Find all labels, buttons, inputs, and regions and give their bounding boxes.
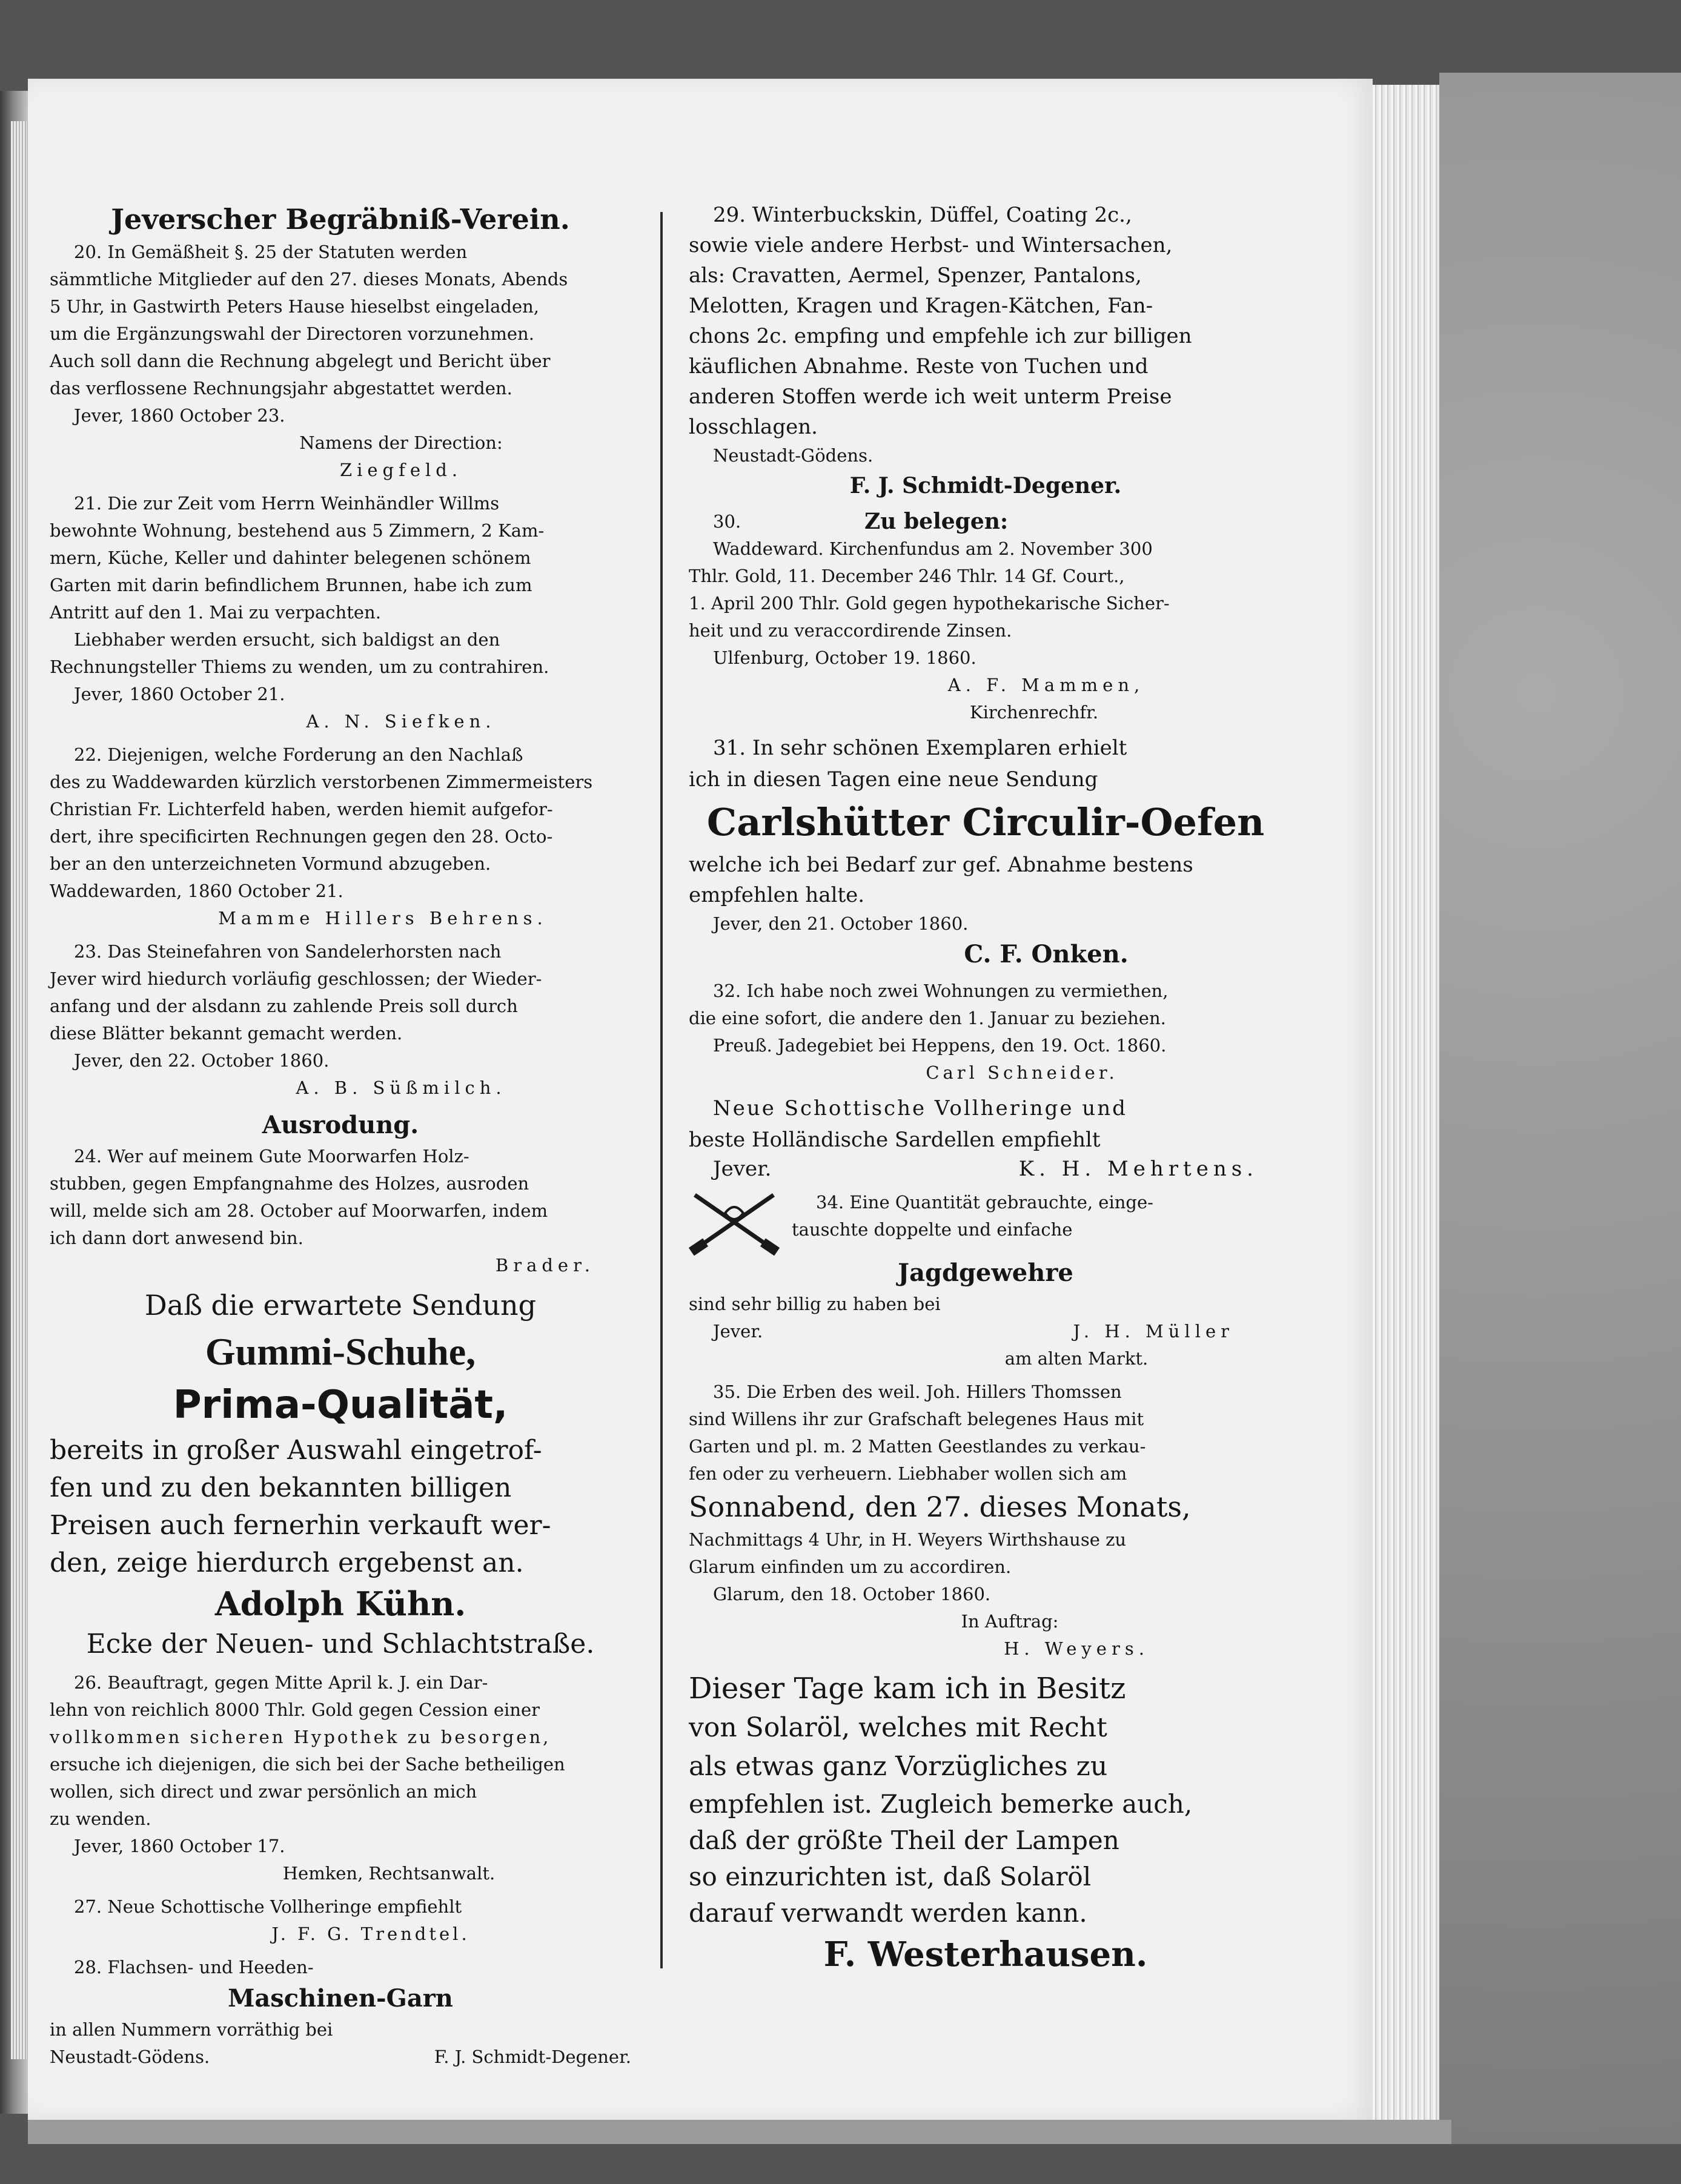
advert-solaroel: Dieser Tage kam ich in Besitz von Solaröl, welches mit Recht als etwas ganz Vorzügliches zu empfehlen ist. Zugleich bemerke auch, daß der größte Theil der Lampen so einzurichten ist, daß Solaröl darauf verwandt werden kann. F. Westerhausen. (689, 1672, 1193, 1974)
notice-29: 29. Winterbuckskin, Düffel, Coating 2c., sowie viele andere Herbst- und Wintersachen, als: Cravatten, Aermel, Spenzer, Pantalons, Melotten, Kragen und Kragen-Kätchen, Fan- chons 2c. empfing und empfehle ich zur billigen käuflichen Abnahme. Reste von Tuchen und anderen Stoffen werde ich weit unterm Preise losschlagen. Neustadt-Gödens. F. J. Schmidt-Degener. (689, 203, 1192, 498)
notice-24-heading: Ausrodung. (262, 1111, 419, 1139)
notice-20-heading: Jeverscher Begräbniß-Verein. (111, 203, 570, 236)
notice-28: 28. Flachsen- und Heeden- Maschinen-Garn in allen Nummern vorräthig bei Neustadt-Gödens. F. J. Schmidt-Degener. (50, 1957, 631, 2067)
notice-21: 21. Die zur Zeit vom Herrn Weinhändler Willms bewohnte Wohnung, bestehend aus 5 Zimmern, 2 Kam- mern, Küche, Keller und dahinter belegenen schönem Garten mit darin befindlichem Brunnen, habe ich zum Antritt auf den 1. Mai zu verpachten. Liebhaber werden ersucht, sich baldigst an den Rechnungsteller Thiems zu wenden, um zu contrahiren. Jever, 1860 October 21. A. N. Siefken. (50, 493, 549, 732)
left-page-edge (11, 121, 27, 2059)
notice-33: Neue Schottische Vollheringe und beste Holländische Sardellen empfiehlt Jever. K. H. Mehrtens. (689, 1096, 1258, 1181)
bottom-edge (28, 2120, 1451, 2144)
notice-31: 31. In sehr schönen Exemplaren erhielt ich in diesen Tagen eine neue Sendung Carlshütter Circulir-Oefen welche ich bei Bedarf zur gef. Abnahme bestens empfehlen halte. Jever, den 21. October 1860. C. F. Onken. (689, 736, 1265, 968)
column-rule (660, 212, 663, 1968)
right-column (689, 200, 1282, 1984)
notice-27: 27. Neue Schottische Vollheringe empfiehlt J. F. G. Trendtel. (74, 1896, 470, 1944)
advert-gummi-schuhe: Daß die erwartete Sendung Gummi-Schuhe, Prima-Qualität, bereits in großer Auswahl eingetrof- fen und zu den bekannten billigen Preisen auch fernerhin verkauft wer- den, zeige hierdurch ergebenst an. Adolph Kühn. Ecke der Neuen- und Schlachtstraße. (50, 1289, 595, 1660)
notice-35: 35. Die Erben des weil. Joh. Hillers Thomssen sind Willens ihr zur Grafschaft belegenes Haus mit Garten und pl. m. 2 Matten Geestlandes zu verkau- fen oder zu verheuern. Liebhaber wollen sich am Sonnabend, den 27. dieses Monats, Nachmittags 4 Uhr, in H. Weyers Wirthshause zu Glarum einfinden um zu accordiren. Glarum, den 18. October 1860. In Auftrag: H. Weyers. (689, 1382, 1191, 1659)
notice-23: 23. Das Steinefahren von Sandelerhorsten nach Jever wird hiedurch vorläufig geschlossen; der Wieder- anfang und der alsdann zu zahlende Preis soll durch diese Blätter bekannt gemacht werden. Jever, den 22. October 1860. A. B. Süßmilch. (50, 941, 542, 1098)
crossed-rifles-icon (689, 1189, 780, 1256)
notice-24: 24. Wer auf meinem Gute Moorwarfen Holz- stubben, gegen Empfangnahme des Holzes, ausroden will, melde sich am 28. October auf Moorwarfen, indem ich dann dort anwesend bin. Brader. (50, 1146, 595, 1276)
notice-34: 34. Eine Quantität gebrauchte, einge- tauschte doppelte und einfache Jagdgewehre sind sehr billig zu haben bei Jever. J. H. Müller am alten Markt. (689, 1189, 1282, 1372)
notice-22: 22. Diejenigen, welche Forderung an den Nachlaß des zu Waddewarden kürzlich verstorbenen Zimmermeisters Christian Fr. Lichterfeld haben, werden hiemit aufgefor- dert, ihre specificirten Rechnungen gegen den 28. Octo- ber an den unterzeichneten Vormund abzugeben. Waddewarden, 1860 October 21. Mamme Hillers Behrens. (50, 744, 593, 928)
page-stack-edge (1373, 85, 1439, 2120)
notice-20: 20. In Gemäßheit §. 25 der Statuten werden sämmtliche Mitglieder auf den 27. dieses Monats, Abends 5 Uhr, in Gastwirth Peters Hause hieselbst eingeladen, um die Ergänzungswahl der Directoren vorzunehmen. Auch soll dann die Rechnung abgelegt und Bericht über das verflossene Rechnungsjahr abgestattet werden. Jever, 1860 October 23. Namens der Direction: Ziegfeld. (50, 242, 568, 480)
book-cover (1439, 73, 1681, 2144)
notice-32: 32. Ich habe noch zwei Wohnungen zu vermiethen, die eine sofort, die andere den 1. Januar zu beziehen. Preuß. Jadegebiet bei Heppens, den 19. Oct. 1860. Carl Schneider. (689, 981, 1169, 1083)
notice-26: 26. Beauftragt, gegen Mitte April k. J. ein Dar- lehn von reichlich 8000 Thlr. Gold gegen Cession einer vollkommen sicheren Hypothek zu besorgen, ersuche ich diejenigen, die sich bei der Sache betheiligen wollen, sich direct und zwar persönlich an mich zu wenden. Jever, 1860 October 17. Hemken, Rechtsanwalt. (50, 1672, 565, 1884)
left-column (50, 200, 631, 2077)
notice-30: 30. Zu belegen: Waddeward. Kirchenfundus am 2. November 300 Thlr. Gold, 11. December 246 Thlr. 14 Gf. Court., 1. April 200 Thlr. Gold gegen hypothekarische Sicher- heit und zu veraccordirende Zinsen. Ulfenburg, October 19. 1860. A. F. Mammen, Kirchenrechfr. (689, 509, 1170, 723)
